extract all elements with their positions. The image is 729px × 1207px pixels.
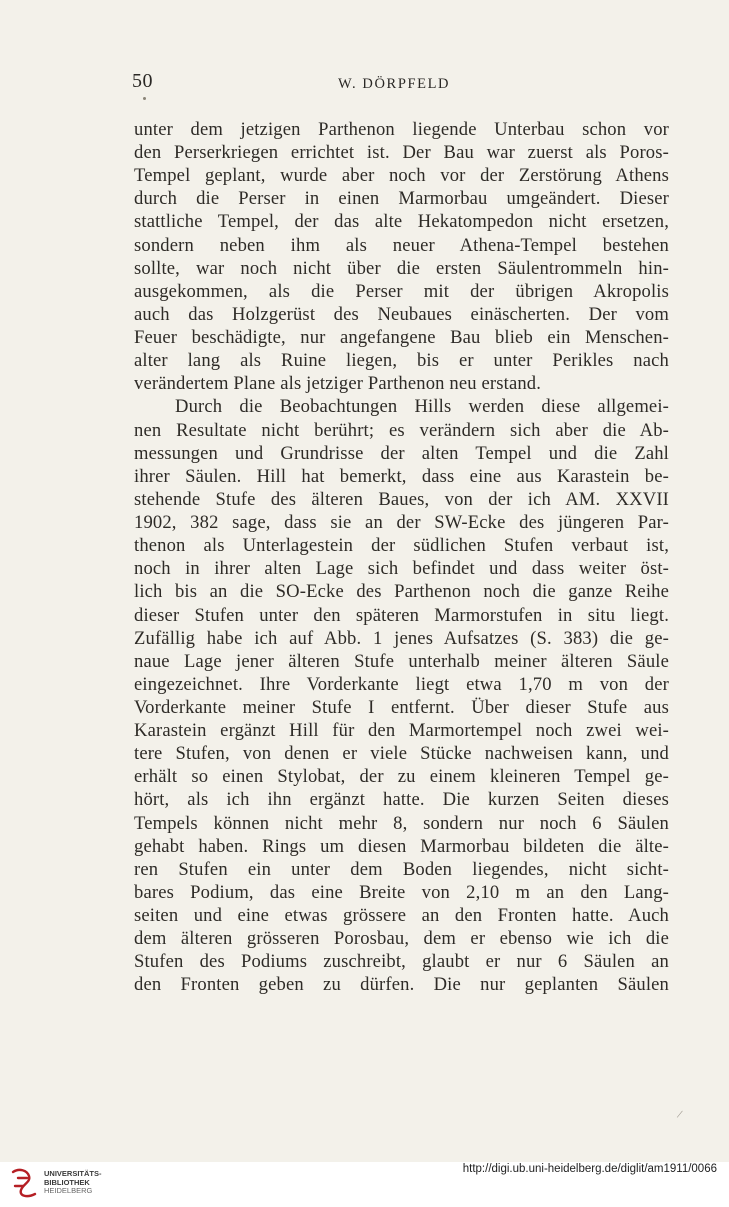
text-line: durch die Perser in einen Marmorbau umgeändert. Dieser [134,188,669,210]
text-line: bares Podium, das eine Breite von 2,10 m an den Lang- [134,881,669,903]
source-url[interactable]: http://digi.ub.uni-heidelberg.de/diglit/am1911/0066 [462,1163,717,1175]
running-head: W. DÖRPFELD [338,76,451,92]
text-line: Durch die Beobachtungen Hills werden diese allgemei- [175,396,669,418]
text-line: ihrer Säulen. Hill hat bemerkt, dass eine aus Karastein be- [134,465,669,487]
text-line: den Perserkriegen errichtet ist. Der Bau war zuerst als Poros- [134,142,669,164]
library-name [44,1170,102,1196]
library-name-line2: BIBLIOTHEK [44,1177,90,1187]
text-line: stehende Stufe des älteren Baues, von der ich AM. XXVII [134,488,669,510]
pencil-mark: / [675,1106,684,1122]
heidelberg-library-logo-icon [9,1166,39,1200]
text-line: dem älteren grösseren Porosbau, dem er ebenso wie ich die [134,928,669,950]
library-name-line1: UNIVERSITÄTS- [44,1169,102,1178]
page-number: 50 [132,70,153,92]
text-line: noch in ihrer alten Lage sich befindet und dass weiter öst- [134,558,669,580]
text-line: den Fronten geben zu dürfen. Die nur geplanten Säulen [134,974,669,996]
text-line: Stufen des Podiums zuschreibt, glaubt er nur 6 Säulen an [134,951,669,973]
text-line: sollte, war noch nicht über die ersten Säulentrommeln hin- [134,257,669,279]
text-line: lich bis an die SO-Ecke des Parthenon noch die ganze Reihe [134,581,669,603]
text-line: dieser Stufen unter den späteren Marmorstufen in situ liegt. [134,604,669,626]
library-name-line3: HEIDELBERG [44,1186,93,1195]
text-line: sondern neben ihm als neuer Athena-Tempel bestehen [134,234,669,256]
text-line: seiten und eine etwas grössere an den Fronten hatte. Auch [134,905,669,927]
text-line: Zufällig habe ich auf Abb. 1 jenes Aufsatzes (S. 383) die ge- [134,627,669,649]
text-line: stattliche Tempel, der das alte Hekatompedon nicht ersetzen, [134,211,669,233]
text-line: Feuer beschädigte, nur angefangene Bau blieb ein Menschen- [134,327,669,349]
text-line: unter dem jetzigen Parthenon liegende Unterbau schon vor [134,119,669,140]
text-line: ren Stufen ein unter dem Boden liegendes, nicht sicht- [134,858,669,880]
text-line: Tempel geplant, wurde aber noch vor der Zerstörung Athens [134,165,669,187]
text-line: ausgekommen, als die Perser mit der übrigen Akropolis [134,280,669,302]
text-line: Karastein ergänzt Hill für den Marmortempel noch zwei wei- [134,720,669,742]
text-line: messungen und Grundrisse der alten Tempel und die Zahl [134,442,669,464]
text-line: eingezeichnet. Ihre Vorderkante liegt etwa 1,70 m von der [134,673,669,695]
text-line: alter lang als Ruine liegen, bis er unter Perikles nach [134,350,669,372]
text-line: hört, als ich ihn ergänzt hatte. Die kurzen Seiten dieses [134,789,669,811]
text-line: naue Lage jener älteren Stufe unterhalb meiner älteren Säule [134,650,669,672]
text-line: Vorderkante meiner Stufe I entfernt. Über dieser Stufe aus [134,697,669,718]
ink-speck [143,97,146,100]
text-line: thenon als Unterlagestein der südlichen Stufen verbaut ist, [134,535,669,557]
text-line: tere Stufen, von denen er viele Stücke nachweisen kann, und [134,743,669,765]
text-line: erhält so einen Stylobat, der zu einem kleineren Tempel ge- [134,766,669,788]
text-line: verändertem Plane als jetziger Parthenon neu erstand. [134,373,542,395]
text-line: 1902, 382 sage, dass sie an der SW-Ecke des jüngeren Par- [134,512,669,534]
text-line: gehabt haben. Rings um diesen Marmorbau bildeten die älte- [134,835,669,857]
text-line: auch das Holzgerüst des Neubaues einäscherten. Der vom [134,303,669,325]
footer-bar [0,1162,729,1207]
text-line: Tempels können nicht mehr 8, sondern nur noch 6 Säulen [134,812,669,834]
text-line: nen Resultate nicht berührt; es verändern sich aber die Ab- [134,419,669,441]
